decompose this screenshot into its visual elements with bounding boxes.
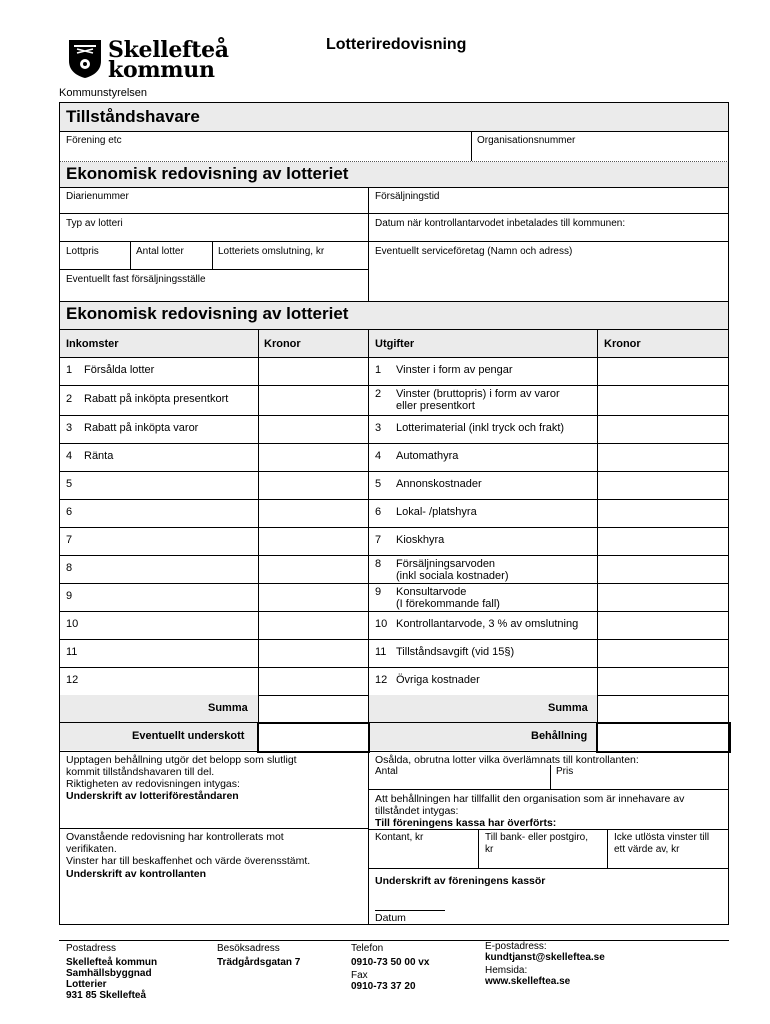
footer-besok-label: Besöksadress [217,943,280,954]
expense-row-label-2: (inkl sociala kostnader) [396,570,509,582]
expense-row-number: 3 [375,422,382,434]
expense-row-number: 4 [375,450,382,462]
header-utgifter: Utgifter [375,338,415,350]
footer-postadress-line: Lotterier [66,979,107,990]
footer-postadress-line: 931 85 Skellefteå [66,990,147,1001]
income-row-number: 5 [66,478,73,490]
expense-row-number: 11 [375,646,387,658]
signature-kontrollant[interactable]: Underskrift av kontrollanten [66,868,207,880]
municipality-logo [68,37,229,83]
document-title: Lotteriredovisning [326,36,467,53]
expense-amount-field[interactable] [598,584,727,610]
underskott-field[interactable] [257,722,370,753]
income-row-number: 3 [66,422,73,434]
expense-amount-field[interactable] [598,500,727,526]
field-diarienummer[interactable]: Diarienummer [66,191,129,202]
expense-row-label-2: (I förekommande fall) [396,598,500,610]
income-amount-field[interactable] [259,528,367,554]
expense-row-number: 2 [375,388,382,400]
signature-foreståndare[interactable]: Underskrift av lotteriföreståndaren [66,790,239,802]
osalda-text: Osålda, obrutna lotter vilka överlämnats till kontrollanten: [375,754,639,766]
income-row-label: Rabatt på inköpta varor [84,422,199,434]
income-row-number: 6 [66,506,73,518]
income-amount-field[interactable] [259,640,367,666]
field-organisationsnummer[interactable]: Organisationsnummer [477,135,576,146]
income-row-label: Försålda lotter [84,364,155,376]
footer-epost-label: E-postadress: [485,941,547,952]
intyg-text-3: Riktigheten av redovisningen intygas: [66,778,240,790]
expense-row-number: 10 [375,618,388,630]
header-inkomster: Inkomster [66,338,119,350]
field-forsaljningsstalle[interactable]: Eventuellt fast försäljningsställe [66,274,206,285]
field-pris[interactable]: Pris [556,766,574,777]
expense-amount-field[interactable] [598,528,727,554]
summa-label-left: Summa [208,702,248,714]
expense-row-label: Annonskostnader [396,478,482,490]
expense-row-number: 1 [375,364,382,376]
section-heading-tillstandshavare: Tillståndshavare [66,107,200,126]
income-row-number: 10 [66,618,79,630]
income-amount-field[interactable] [259,416,367,442]
field-antal[interactable]: Antal [375,766,398,777]
expense-row-label: Försäljningsarvoden [396,558,496,570]
expense-row-label: Övriga kostnader [396,674,480,686]
expense-amount-field[interactable] [598,612,727,638]
field-kontant[interactable]: Kontant, kr [375,832,424,843]
income-amount-field[interactable] [259,584,367,610]
section-heading-ekonomisk-2: Ekonomisk redovisning av lotteriet [66,304,349,323]
income-amount-field[interactable] [259,386,367,414]
footer-epost-link[interactable]: kundtjanst@skelleftea.se [485,952,605,963]
coat-of-arms-icon [68,39,102,79]
overforts-text: Till föreningens kassa har överförts: [375,817,557,829]
expense-amount-field[interactable] [598,416,727,442]
footer-telefon-value: 0910-73 50 00 vx [351,957,430,968]
expense-row-number: 12 [375,674,388,686]
field-vinster-line1[interactable]: Icke utlösta vinster till [614,832,710,843]
field-serviceforetag[interactable]: Eventuellt serviceföretag (Namn och adress) [375,246,573,257]
field-bank-line1[interactable]: Till bank- eller postgiro, [485,832,589,843]
income-amount-field[interactable] [259,500,367,526]
footer-postadress-line: Skellefteå kommun [66,957,158,968]
header-kronor-right: Kronor [604,338,641,350]
kontroll-text-1: Ovanstående redovisning har kontrollerats mot [66,831,284,843]
expense-amount-field[interactable] [598,386,727,414]
field-bank-line2: kr [485,844,494,855]
logo-line-1: Skellefteå [108,37,229,63]
logo-line-2: kommun [108,57,215,83]
income-row-number: 11 [66,646,78,658]
income-amount-field[interactable] [259,444,367,470]
department-label: Kommunstyrelsen [59,87,148,99]
expense-amount-field[interactable] [598,640,727,666]
header-kronor-left: Kronor [264,338,301,350]
section-heading-ekonomisk-1: Ekonomisk redovisning av lotteriet [66,164,349,183]
expense-row-label: Lotterimaterial (inkl tryck och frakt) [396,422,565,434]
summa-label-right: Summa [548,702,588,714]
income-row-number: 8 [66,562,73,574]
income-row-number: 1 [66,364,73,376]
income-row-number: 7 [66,534,73,546]
income-row-number: 2 [66,393,73,405]
field-typ-av-lotteri[interactable]: Typ av lotteri [66,218,123,229]
kontroll-text-3: Vinster har till beskaffenhet och värde överensstämt. [66,855,311,867]
field-vinster-line2: ett värde av, kr [614,844,680,855]
income-amount-field[interactable] [259,556,367,582]
expense-row-number: 9 [375,586,382,598]
income-row-label: Rabatt på inköpta presentkort [84,393,229,405]
intyg-text-1: Upptagen behållning utgör det belopp som slutligt [66,754,297,766]
behallning-label: Behållning [531,730,588,742]
expense-row-number: 6 [375,506,382,518]
field-lottpris[interactable]: Lottpris [66,246,99,257]
summa-inkomster-field[interactable] [259,696,367,721]
expense-row-label: Konsultarvode [396,586,467,598]
income-row-label: Ränta [84,450,114,462]
income-amount-field[interactable] [259,612,367,638]
footer-postadress-label: Postadress [66,943,117,954]
income-amount-field[interactable] [259,668,367,694]
expense-row-label: Automathyra [396,450,459,462]
expense-amount-field[interactable] [598,444,727,470]
expense-amount-field[interactable] [598,556,727,582]
kontroll-text-2: verifikaten. [66,843,117,855]
expense-row-label: Tillståndsavgift (vid 15§) [396,646,515,658]
expense-row-label: Lokal- /platshyra [396,506,477,518]
footer-postadress-line: Samhällsbyggnad [66,968,152,979]
footer-hemsida-label: Hemsida: [485,965,528,976]
field-datum-avgift[interactable]: Datum när kontrollantarvodet inbetalades till kommunen: [375,218,626,229]
expense-row-number: 8 [375,558,382,570]
signature-kassor[interactable]: Underskrift av föreningens kassör [375,875,546,887]
expense-row-label: Vinster i form av pengar [396,364,513,376]
expense-row-label-2: eller presentkort [396,400,475,412]
income-amount-field[interactable] [259,472,367,498]
summa-utgifter-field[interactable] [598,696,727,721]
intyg-text-2: kommit tillståndshavaren till del. [66,766,215,778]
expense-row-number: 7 [375,534,382,546]
footer-fax-value: 0910-73 37 20 [351,981,416,992]
expense-row-label: Kioskhyra [396,534,445,546]
expense-row-label: Vinster (bruttopris) i form av varor [396,388,560,400]
field-antal-lotter[interactable]: Antal lotter [136,246,184,257]
income-amount-field[interactable] [259,358,367,384]
expense-row-label: Kontrollantarvode, 3 % av omslutning [396,618,579,630]
underskott-label: Eventuellt underskott [132,730,245,742]
behallning-text-2: tillståndet intygas: [375,805,459,817]
datum-label[interactable]: Datum [375,912,406,924]
income-row-number: 4 [66,450,73,462]
expense-amount-field[interactable] [598,668,727,694]
field-forsaljningstid[interactable]: Försäljningstid [375,191,440,202]
expense-amount-field[interactable] [598,472,727,498]
income-row-number: 9 [66,590,73,602]
income-row-number: 12 [66,674,79,686]
footer-fax-label: Fax [351,970,368,981]
expense-row-number: 5 [375,478,382,490]
field-omslutning[interactable]: Lotteriets omslutning, kr [218,246,325,257]
footer-besok-value: Trädgårdsgatan 7 [217,957,301,968]
behallning-field[interactable] [596,722,731,753]
field-forening[interactable]: Förening etc [66,135,122,146]
expense-amount-field[interactable] [598,358,727,384]
footer-hemsida-link[interactable]: www.skelleftea.se [485,976,571,987]
footer-telefon-label: Telefon [351,943,384,954]
behallning-text-1: Att behållningen har tillfallit den organisation som är innehavare av [375,793,685,805]
